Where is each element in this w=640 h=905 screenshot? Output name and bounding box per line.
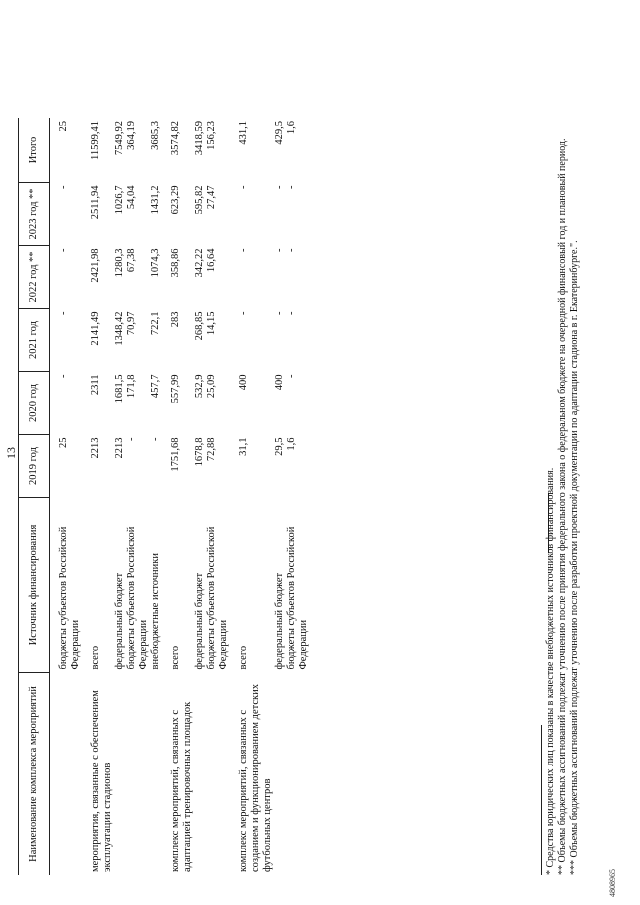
cell-y2023: 54,04: [126, 185, 137, 210]
cell-y2021: 283: [170, 311, 181, 328]
header-total: Итого: [19, 118, 50, 183]
cell-source: бюджеты субъектов Российской Федерации: [58, 526, 81, 670]
cell-total: 429,5: [274, 121, 285, 145]
page-number: 13: [4, 447, 18, 459]
footnote-rule: [541, 725, 542, 875]
cell-y2021: 14,15: [206, 311, 217, 336]
cell-name: [50, 673, 83, 876]
cell-y2019: -: [150, 437, 161, 441]
cell-y2022: 342,22: [194, 248, 205, 278]
cell-y2019: 25: [58, 437, 69, 448]
cell-y2023: -: [274, 185, 285, 189]
cell-name: [274, 673, 286, 876]
cell-y2020: 25,09: [206, 374, 217, 399]
table-row: [286, 118, 310, 875]
cell-y2021: 1348,42: [114, 311, 125, 346]
cell-y2022: 1074,3: [150, 248, 161, 278]
header-2020: 2020 год: [19, 372, 50, 435]
cell-name: [286, 673, 310, 876]
table-row: [126, 118, 150, 875]
cell-source: всего: [90, 645, 101, 670]
cell-y2022: -: [58, 248, 69, 252]
cell-y2022: 2421,98: [90, 248, 101, 283]
cell-name: комплекс мероприятий, связанных с созданием и функционированием детских футбольных центров: [238, 683, 273, 872]
cell-y2019: 29,5: [274, 437, 285, 456]
cell-y2020: 2311: [90, 374, 101, 396]
cell-source: всего: [238, 645, 249, 670]
cell-source: всего: [170, 645, 181, 670]
cell-y2019: 1678,8: [194, 437, 205, 467]
cell-source: внебюджетные источники: [150, 552, 161, 670]
table-body: [50, 118, 311, 875]
table-header-row: [19, 118, 50, 875]
cell-y2023: -: [58, 185, 69, 189]
table-row: [230, 118, 274, 875]
cell-total: 3418,59: [194, 121, 205, 156]
header-2019: 2019 год: [19, 435, 50, 498]
cell-y2021: 722,1: [150, 311, 161, 336]
cell-y2023: 1026,7: [114, 185, 125, 215]
cell-y2020: 171,8: [126, 374, 137, 399]
cell-y2022: -: [286, 248, 297, 252]
cell-name: [206, 673, 230, 876]
cell-y2019: 2213: [114, 437, 125, 459]
cell-y2020: 400: [238, 374, 249, 391]
header-name: Наименование комплекса мероприятий: [19, 673, 50, 876]
cell-y2020: 1681,5: [114, 374, 125, 404]
footnote-3: *** Объемы бюджетных ассигнований подлежат уточнению после разработки проектной документации по адаптации стадиона в г. Екатеринбурге.".: [569, 240, 580, 875]
cell-y2020: 557,99: [170, 374, 181, 404]
cell-source: федеральный бюджет: [194, 572, 205, 670]
cell-source: бюджеты субъектов Российской Федерации: [126, 526, 149, 670]
cell-total: 1,6: [286, 121, 297, 135]
header-2021: 2021 год: [19, 309, 50, 372]
cell-y2023: 2511,94: [90, 185, 101, 220]
cell-y2023: 623,29: [170, 185, 181, 215]
cell-y2019: 31,1: [238, 437, 249, 456]
table-row: [82, 118, 114, 875]
cell-y2019: 1,6: [286, 437, 297, 451]
cell-y2019: 1751,68: [170, 437, 181, 472]
cell-y2022: 67,38: [126, 248, 137, 273]
table-row: [206, 118, 230, 875]
cell-y2020: -: [58, 374, 69, 378]
cell-y2021: 70,97: [126, 311, 137, 336]
cell-total: 3574,82: [170, 121, 181, 156]
cell-y2022: -: [238, 248, 249, 252]
cell-y2019: 2213: [90, 437, 101, 459]
cell-y2023: 27,47: [206, 185, 217, 210]
cell-y2023: -: [286, 185, 297, 189]
footnote-2: ** Объемы бюджетных ассигнований подлежат уточнению после принятия федерального закона о федеральном бюджете на очередной финансовый год и плановый период.: [557, 138, 568, 875]
cell-name: мероприятия, связанные с обеспечением эксплуатации стадионов: [90, 690, 113, 872]
header-2023: 2023 год **: [19, 183, 50, 246]
cell-total: 156,23: [206, 121, 217, 150]
cell-total: 364,19: [126, 121, 137, 150]
cell-y2021: 268,85: [194, 311, 205, 341]
cell-source: федеральный бюджет: [274, 572, 285, 670]
cell-y2020: 400: [274, 374, 285, 391]
cell-name: [114, 673, 126, 876]
cell-source: бюджеты субъектов Российской Федерации: [206, 526, 229, 670]
cell-y2023: 595,82: [194, 185, 205, 215]
cell-name: [194, 673, 206, 876]
cell-y2021: -: [238, 311, 249, 315]
table-row: [194, 118, 206, 875]
cell-y2022: 1280,3: [114, 248, 125, 278]
cell-y2021: -: [274, 311, 285, 315]
table-row: [162, 118, 194, 875]
table-row: [50, 118, 83, 875]
header-2022: 2022 год **: [19, 246, 50, 309]
cell-total: 7549,92: [114, 121, 125, 156]
table-row: [274, 118, 286, 875]
footnotes: [541, 35, 581, 875]
cell-name: [150, 673, 162, 876]
cell-y2021: -: [286, 311, 297, 315]
cell-total: 431,1: [238, 121, 249, 145]
cell-y2022: -: [274, 248, 285, 252]
table-row: [150, 118, 162, 875]
cell-y2022: 358,86: [170, 248, 181, 278]
cell-y2021: 2141,49: [90, 311, 101, 346]
cell-y2022: 16,64: [206, 248, 217, 273]
financing-table: [18, 118, 310, 875]
cell-y2019: 72,88: [206, 437, 217, 462]
cell-y2023: -: [238, 185, 249, 189]
cell-y2020: 457,7: [150, 374, 161, 399]
document-code: 4808965: [608, 869, 617, 897]
cell-y2020: -: [286, 374, 297, 378]
cell-name: [126, 673, 150, 876]
cell-total: 11599,41: [90, 121, 101, 160]
cell-total: 3685,3: [150, 121, 161, 150]
table-row: [114, 118, 126, 875]
cell-y2021: -: [58, 311, 69, 315]
cell-source: федеральный бюджет: [114, 572, 125, 670]
cell-total: 25: [58, 121, 69, 132]
cell-y2023: 1431,2: [150, 185, 161, 215]
footnote-1: * Средства юридических лиц показаны в качестве внебюджетных источников финансирования.: [545, 467, 556, 875]
cell-y2020: 532,9: [194, 374, 205, 399]
header-source: Источник финансирования: [19, 498, 50, 673]
cell-y2019: -: [126, 437, 137, 441]
cell-name: комплекс мероприятий, связанных с адаптацией тренировочных площадок: [170, 701, 193, 872]
cell-source: бюджеты субъектов Российской Федерации: [286, 526, 309, 670]
